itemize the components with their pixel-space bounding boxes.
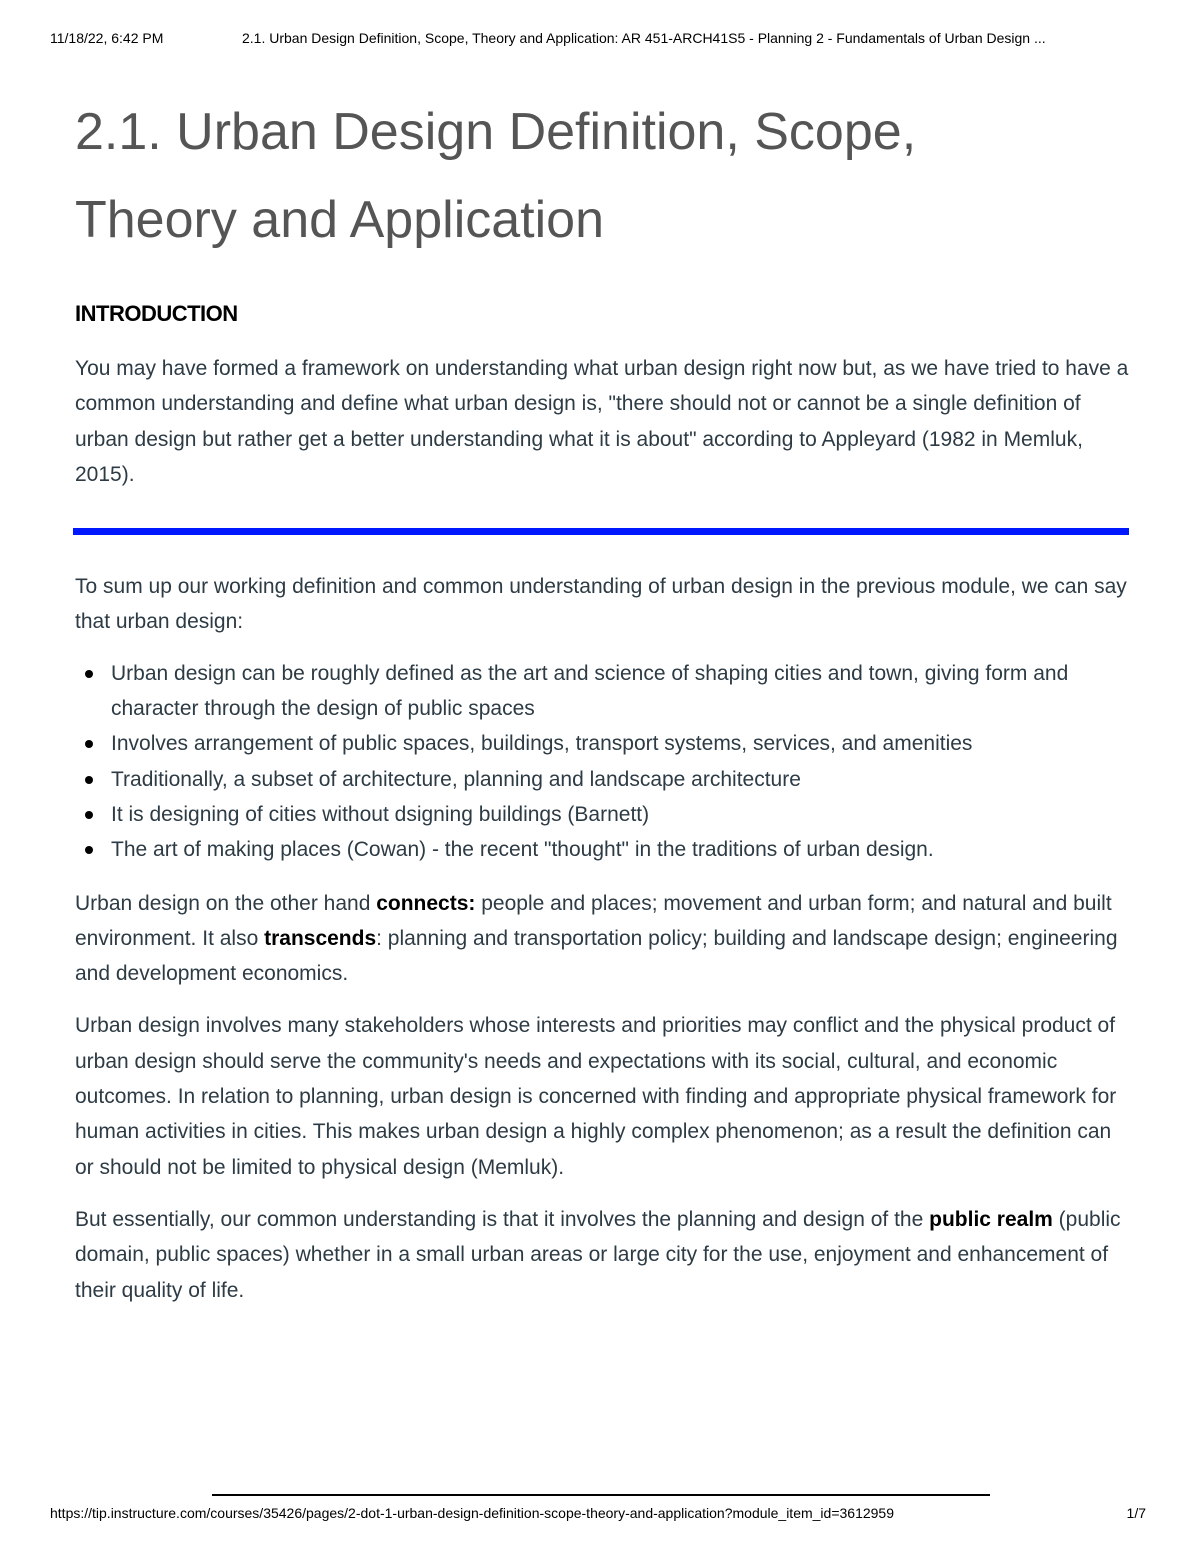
- bullet-icon: [85, 846, 93, 854]
- bullet-icon: [85, 740, 93, 748]
- print-timestamp: 11/18/22, 6:42 PM: [50, 30, 164, 46]
- page-number: 1/7: [1126, 1505, 1146, 1521]
- stakeholders-paragraph: Urban design involves many stakeholders whose interests and priorities may conflict and the physical product of urban design should serve the community's needs and expectations with its social, cultural, and economic outcomes. In relation to planning, urban design is concerned with finding and appropriate physical framework for human activities in cities. This makes urban design a highly complex phenomenon; as a result the definition can or should not be limited to physical design (Memluk).: [75, 1014, 1117, 1179]
- definition-list: [75, 656, 1131, 868]
- footer-rule: [212, 1494, 990, 1496]
- bullet-icon: [85, 776, 93, 784]
- connects-paragraph: [75, 886, 1131, 992]
- essential-paragraph: [75, 1202, 1131, 1308]
- list-item: [111, 797, 1131, 832]
- print-document-title: 2.1. Urban Design Definition, Scope, Theory and Application: AR 451-ARCH41S5 - Planning 2 - Fundamentals of Urban Design ...: [242, 30, 1046, 46]
- page-title-line-1: 2.1. Urban Design Definition, Scope,: [75, 103, 917, 161]
- list-item-text: The art of making places (Cowan) - the recent "thought" in the traditions of urban design.: [111, 838, 934, 862]
- print-url: https://tip.instructure.com/courses/35426/pages/2-dot-1-urban-design-definition-scope-theory-and-application?module_item_id=3612959: [50, 1505, 895, 1521]
- connects-text-3: : planning and transportation policy; building and landscape design; engineering and development economics.: [75, 926, 1118, 986]
- essential-text-1: But essentially, our common understanding is that it involves the planning and design of the: [75, 1207, 930, 1231]
- page-title: [75, 88, 1131, 264]
- list-item-text: It is designing of cities without dsigning buildings (Barnett): [111, 802, 650, 826]
- section-divider: [73, 528, 1129, 535]
- connects-bold-term: connects:: [376, 891, 476, 915]
- list-item: [111, 832, 1131, 867]
- essential-text-2: (public domain, public spaces) whether in a small urban areas or large city for the use, enjoyment and enhancement of their quality of life.: [75, 1207, 1121, 1302]
- list-item: [111, 762, 1131, 797]
- sum-up-paragraph: To sum up our working definition and common understanding of urban design in the previous module, we can say that urban design:: [75, 575, 1127, 634]
- list-item-text: Urban design can be roughly defined as the art and science of shaping cities and town, giving form and character through the design of public spaces: [111, 661, 1069, 721]
- bullet-icon: [85, 811, 93, 819]
- list-item-text: Traditionally, a subset of architecture, planning and landscape architecture: [111, 767, 801, 791]
- page-title-line-2: Theory and Application: [75, 191, 605, 249]
- list-item: [111, 656, 1131, 727]
- bullet-icon: [85, 670, 93, 678]
- page-content: [75, 88, 1131, 1308]
- list-item-text: Involves arrangement of public spaces, buildings, transport systems, services, and amenities: [111, 732, 973, 756]
- section-heading-introduction: INTRODUCTION: [75, 301, 238, 326]
- intro-paragraph: You may have formed a framework on understanding what urban design right now but, as we have tried to have a common understanding and define what urban design is, "there should not or cannot be a single definition of urban design but rather get a better understanding what it is about" according to Appleyard (1982 in Memluk, 2015).: [75, 357, 1129, 486]
- connects-text-1: Urban design on the other hand: [75, 891, 377, 915]
- transcends-bold-term: transcends: [264, 926, 377, 950]
- public-realm-bold-term: public realm: [929, 1207, 1053, 1231]
- list-item: [111, 726, 1131, 761]
- connects-text-2: people and places; movement and urban form; and natural and built environment. It also: [75, 891, 1112, 950]
